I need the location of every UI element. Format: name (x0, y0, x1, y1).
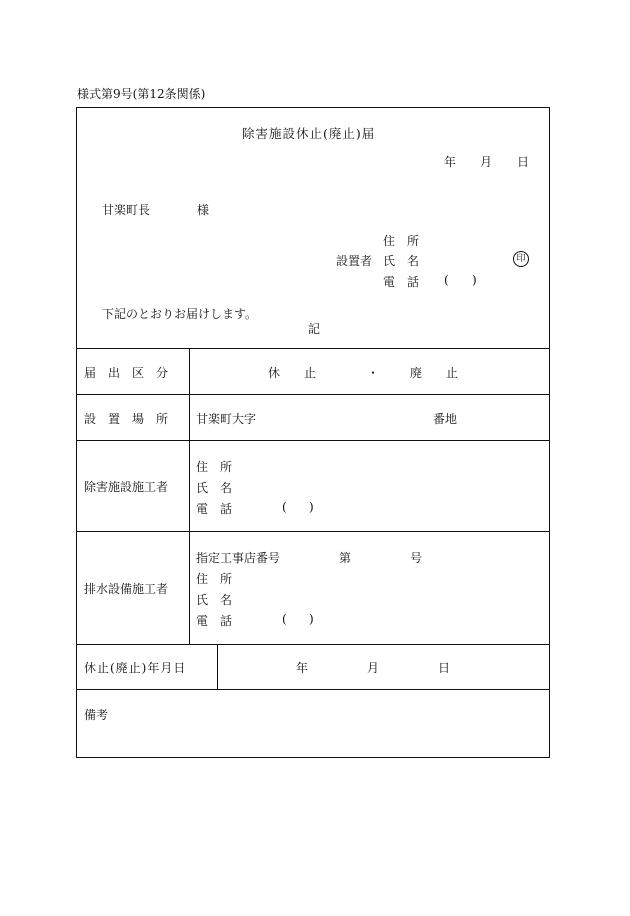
rule-4 (77, 531, 549, 532)
remarks-label: 備考 (84, 708, 109, 722)
location-label: 設 置 場 所 (84, 412, 169, 426)
notification-type-label: 届 出 区 分 (84, 366, 169, 380)
suspension-date-label: 休止(廃止)年月日 (84, 661, 187, 675)
treatment-paren-close: ) (309, 500, 314, 514)
suspension-month: 月 (367, 661, 380, 675)
date-day: 日 (517, 155, 530, 169)
rule-3 (77, 440, 549, 441)
applicant-phone-paren-open: ( (444, 273, 449, 287)
drainage-phone-label: 電 話 (196, 614, 233, 628)
suspension-year: 年 (296, 661, 309, 675)
applicant-phone-paren-close: ) (472, 273, 477, 287)
treatment-paren-open: ( (282, 500, 287, 514)
drainage-contractor-label: 排水設備施工者 (84, 582, 169, 596)
suspension-day: 日 (438, 661, 451, 675)
designated-go: 号 (410, 551, 423, 565)
drainage-name-label: 氏 名 (196, 593, 233, 607)
intro-text: 下記のとおりお届けします。 (102, 307, 258, 321)
treatment-phone-label: 電 話 (196, 502, 233, 516)
addressee-honorific: 様 (197, 203, 210, 217)
rule-2 (77, 394, 549, 395)
rule-6 (77, 689, 549, 690)
drainage-paren-open: ( (282, 612, 287, 626)
option-abolish: 廃 止 (410, 366, 459, 380)
drainage-address-label: 住 所 (196, 572, 233, 586)
date-month: 月 (480, 155, 493, 169)
applicant-name-label: 氏 名 (383, 254, 420, 268)
date-year: 年 (444, 155, 457, 169)
applicant-address-label: 住 所 (383, 234, 420, 248)
label-column-divider (189, 348, 190, 644)
applicant-phone-label: 電 話 (383, 275, 420, 289)
form-number: 様式第9号(第12条関係) (77, 87, 206, 101)
rule-1 (77, 348, 549, 349)
drainage-paren-close: ) (309, 612, 314, 626)
applicant-role-label: 設置者 (336, 254, 373, 268)
option-suspend: 休 止 (268, 366, 317, 380)
designated-shop-label: 指定工事店番号 (196, 551, 281, 565)
location-prefix: 甘楽町大字 (196, 412, 257, 426)
date-row-divider (217, 644, 218, 689)
designated-dai: 第 (339, 551, 352, 565)
treatment-contractor-label: 除害施設施工者 (84, 480, 169, 494)
seal-mark: 印 (513, 251, 529, 267)
addressee-name: 甘楽町長 (102, 203, 151, 217)
treatment-name-label: 氏 名 (196, 481, 233, 495)
location-suffix: 番地 (433, 412, 458, 426)
treatment-address-label: 住 所 (196, 460, 233, 474)
ki-text: 記 (308, 322, 321, 336)
form-box (76, 107, 550, 758)
rule-5 (77, 644, 549, 645)
form-title: 除害施設休止(廃止)届 (242, 126, 376, 141)
option-separator: ・ (367, 366, 380, 380)
